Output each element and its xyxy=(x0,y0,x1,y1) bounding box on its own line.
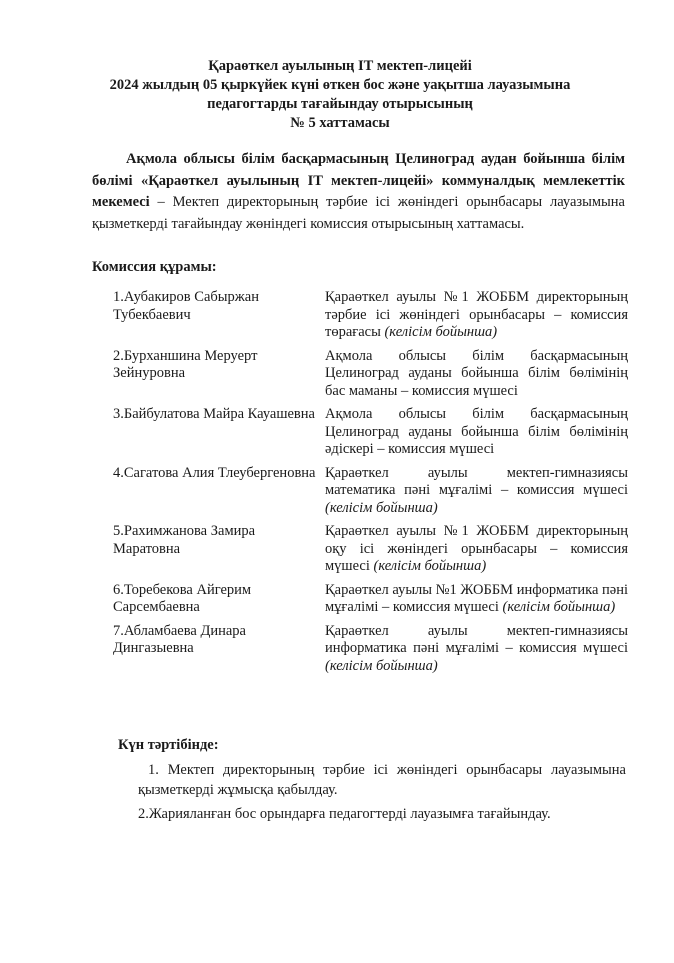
member-name: 6.Торебекова Айгерим Сарсембаевна xyxy=(113,581,252,615)
member-row xyxy=(113,463,628,522)
title-line-4: № 5 хаттамасы xyxy=(290,115,390,131)
member-name: 7.Абламбаева Динара Дингазыевна xyxy=(113,622,246,656)
member-note: (келісім бойынша) xyxy=(373,558,487,574)
member-row xyxy=(113,621,628,680)
member-row xyxy=(113,346,628,405)
member-row xyxy=(113,580,628,621)
member-row xyxy=(113,521,628,580)
title-line-2: 2024 жылдың 05 қыркүйек күні өткен бос және уақытша лауазымына xyxy=(109,77,571,93)
member-role: Қараөткел ауылы №1 ЖОББМ директорының оқу ісі жөніндегі орынбасары – комиссия мүшесі (келісім бойынша) xyxy=(325,523,628,574)
member-note: (келісім бойынша) xyxy=(384,324,498,340)
member-role: Қараөткел ауылы №1 ЖОББМ информатика пәні мұғалімі – комиссия мүшесі (келісім бойынша) xyxy=(325,581,628,615)
agenda-item: 2.Жарияланған бос орындарға педагогтерді лауазымға тағайындау. xyxy=(138,806,551,822)
agenda-item: 1. Мектеп директорының тәрбие ісі жөніндегі орынбасары лауазымына қызметкерді жұмысқа қабылдау. xyxy=(138,762,626,798)
member-note: (келісім бойынша) xyxy=(502,599,616,615)
member-row xyxy=(113,404,628,463)
agenda-label: Күн тәртібінде: xyxy=(118,737,219,753)
intro-paragraph xyxy=(92,149,625,235)
intro-organization: Ақмола облысы білім басқармасының Целиноград аудан бойынша білім бөлімі «Қараөткел ауылының IT мектеп-лицейі» коммуналдық мемлекеттік мекемесі xyxy=(92,151,625,210)
member-role: Ақмола облысы білім басқармасының Целиноград ауданы бойынша білім бөлімінің әдіскері – комиссия мүшесі xyxy=(325,406,628,457)
intro-text: – Мектеп директорының тәрбие ісі жөніндегі орынбасары лауазымына қызметкерді тағайындау жөніндегі комиссия отырысының хаттамасы. xyxy=(92,194,625,232)
member-role: Қараөткел ауылы мектеп-гимназиясы информатика пәні мұғалімі – комиссия мүшесі (келісім бойынша) xyxy=(325,622,628,674)
member-note: (келісім бойынша) xyxy=(325,499,438,516)
commission-members-table xyxy=(113,287,628,679)
document-title xyxy=(70,57,610,133)
member-name: 3.Байбулатова Майра Кауашевна xyxy=(113,406,315,422)
member-name: 2.Бурханшина Меруерт Зейнуровна xyxy=(113,347,258,381)
title-line-1: Қараөткел ауылының IT мектеп-лицейі xyxy=(208,58,472,74)
commission-label: Комиссия құрамы: xyxy=(92,259,217,275)
member-role: Ақмола облысы білім басқармасының Целиноград ауданы бойынша білім бөлімінің бас маманы – комиссия мүшесі xyxy=(325,347,628,399)
member-name: 4.Сагатова Алия Тлеубергеновна xyxy=(113,464,316,481)
member-note: (келісім бойынша) xyxy=(325,657,438,674)
title-line-3: педагогтарды тағайындау отырысының xyxy=(207,96,473,112)
member-role: Қараөткел ауылы мектеп-гимназиясы математика пәні мұғалімі – комиссия мүшесі (келісім бойынша) xyxy=(325,464,628,516)
member-name: 5.Рахимжанова Замира Маратовна xyxy=(113,523,256,557)
member-role: Қараөткел ауылы №1 ЖОББМ директорының тәрбие ісі жөніндегі орынбасары – комиссия төрағасы (келісім бойынша) xyxy=(325,289,628,340)
member-name: 1.Аубакиров Сабыржан Тубекбаевич xyxy=(113,289,259,323)
agenda-list xyxy=(138,760,626,828)
member-row xyxy=(113,287,628,346)
